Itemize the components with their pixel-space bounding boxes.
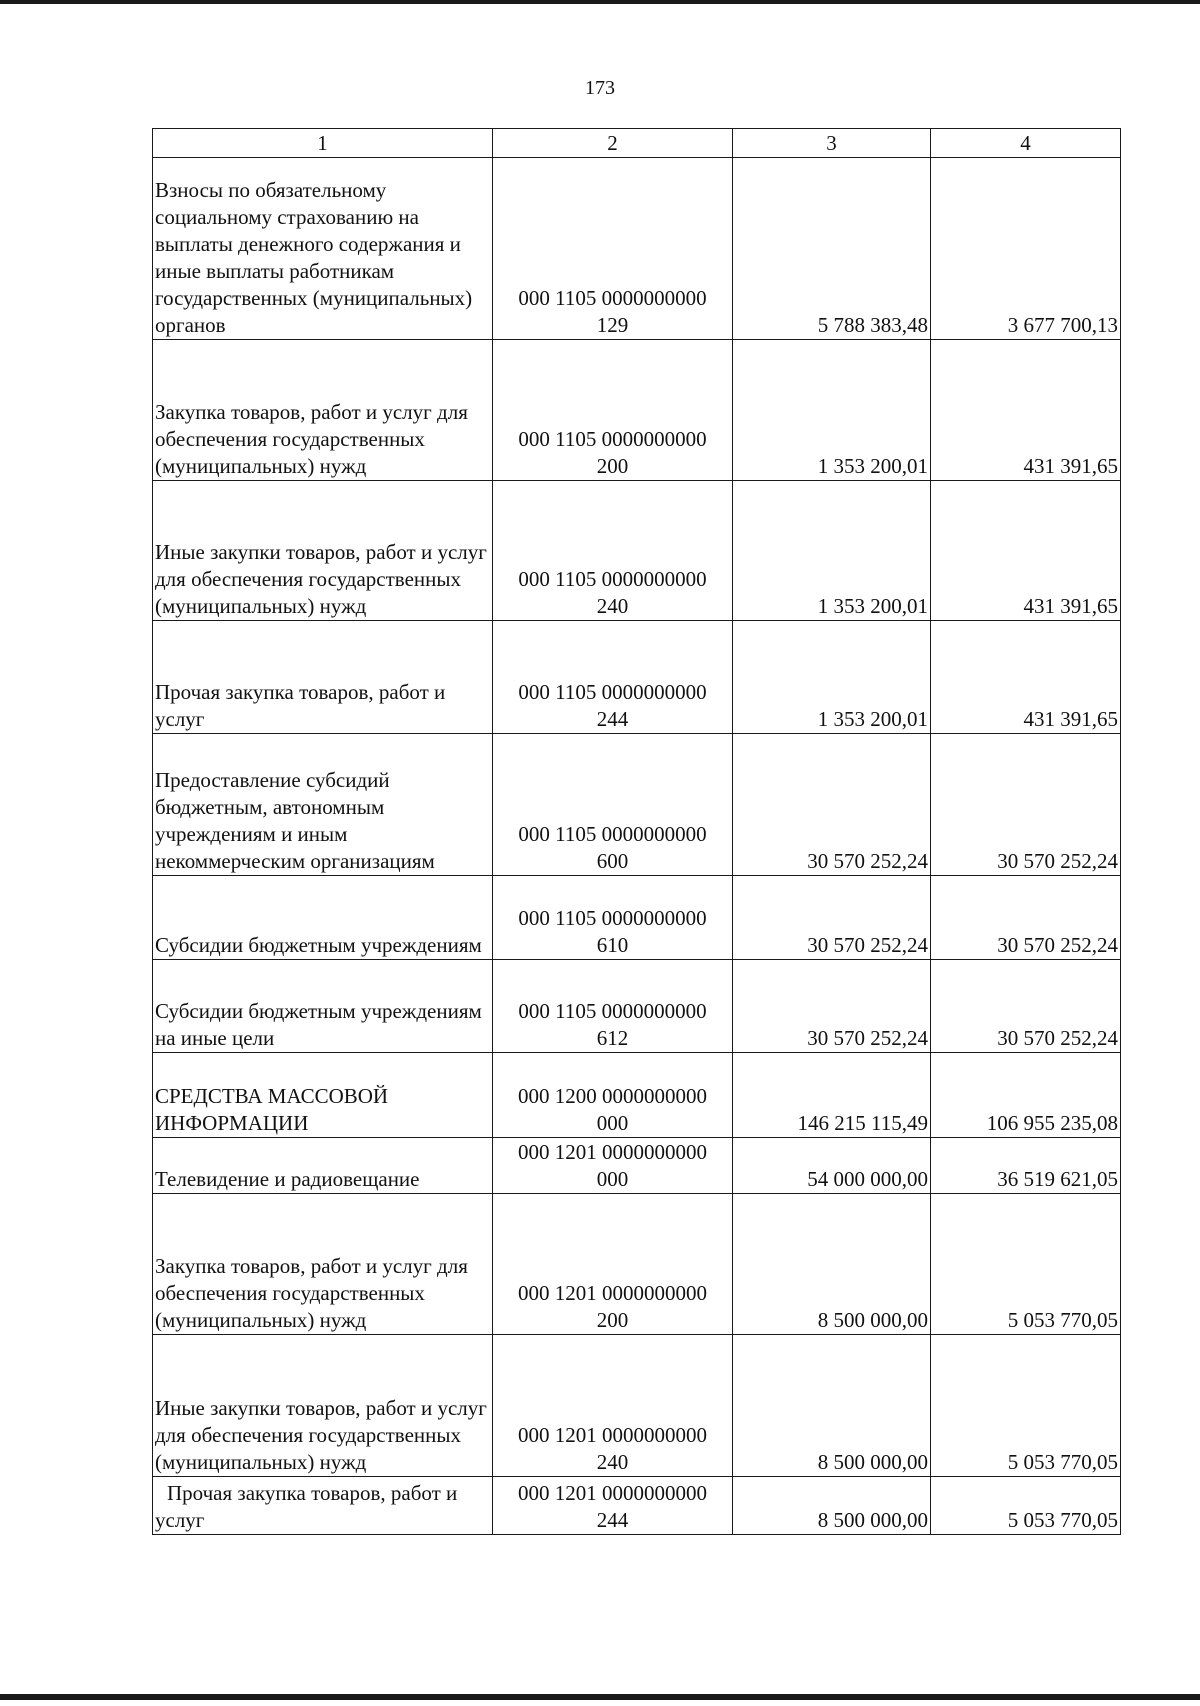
table-row — [153, 340, 1121, 481]
row-col3-value: 1 353 200,01 — [733, 621, 931, 734]
code-line-1: 000 1201 0000000000 — [518, 1423, 707, 1447]
row-col3-value: 1 353 200,01 — [733, 481, 931, 621]
row-col4-value: 3 677 700,13 — [931, 158, 1121, 340]
code-line-1: 000 1201 0000000000 — [518, 1481, 707, 1505]
table-row — [153, 1053, 1121, 1138]
row-col3-value: 1 353 200,01 — [733, 340, 931, 481]
row-col4-value: 431 391,65 — [931, 621, 1121, 734]
top-border-rule — [0, 0, 1200, 4]
code-line-2: 000 — [596, 1111, 629, 1135]
table-row — [153, 960, 1121, 1053]
row-col4-value: 5 053 770,05 — [931, 1194, 1121, 1335]
budget-table — [152, 128, 1121, 1535]
row-col4-value: 30 570 252,24 — [931, 734, 1121, 876]
row-col4-value: 36 519 621,05 — [931, 1138, 1121, 1194]
header-col-1: 1 — [153, 129, 493, 158]
row-col4-value: 30 570 252,24 — [931, 876, 1121, 960]
row-name: Субсидии бюджетным учреждениям — [153, 876, 493, 960]
header-row — [153, 129, 1121, 158]
code-line-2: 600 — [596, 849, 629, 873]
code-line-1: 000 1105 0000000000 — [518, 427, 707, 451]
code-line-2: 240 — [596, 594, 629, 618]
table-body — [153, 158, 1121, 1535]
table-row — [153, 734, 1121, 876]
row-name: СРЕДСТВА МАССОВОЙ ИНФОРМАЦИИ — [153, 1053, 493, 1138]
header-col-4: 4 — [931, 129, 1121, 158]
row-col3-value: 30 570 252,24 — [733, 960, 931, 1053]
code-line-1: 000 1105 0000000000 — [518, 906, 707, 930]
row-col4-value: 5 053 770,05 — [931, 1335, 1121, 1477]
row-col3-value: 8 500 000,00 — [733, 1477, 931, 1535]
row-name: Прочая закупка товаров, работ и услуг — [153, 1477, 493, 1535]
table-row — [153, 1335, 1121, 1477]
row-col3-value: 30 570 252,24 — [733, 876, 931, 960]
row-col3-value: 8 500 000,00 — [733, 1335, 931, 1477]
code-line-2: 612 — [596, 1026, 629, 1050]
code-line-2: 610 — [596, 933, 629, 957]
code-line-2: 200 — [596, 454, 629, 478]
code-line-1: 000 1105 0000000000 — [518, 567, 707, 591]
bottom-border-rule — [0, 1694, 1200, 1700]
row-col3-value: 8 500 000,00 — [733, 1194, 931, 1335]
row-code — [493, 876, 733, 960]
code-line-2: 129 — [596, 313, 629, 337]
table-header — [153, 129, 1121, 158]
table-row — [153, 621, 1121, 734]
row-name: Телевидение и радиовещание — [153, 1138, 493, 1194]
row-code — [493, 1053, 733, 1138]
row-col4-value: 30 570 252,24 — [931, 960, 1121, 1053]
table-row — [153, 1477, 1121, 1535]
row-code — [493, 158, 733, 340]
header-col-2: 2 — [493, 129, 733, 158]
code-line-2: 000 — [596, 1167, 629, 1191]
row-name: Закупка товаров, работ и услуг для обеспечения государственных (муниципальных) нужд — [153, 340, 493, 481]
row-name: Иные закупки товаров, работ и услуг для обеспечения государственных (муниципальных) нужд — [153, 481, 493, 621]
row-code — [493, 734, 733, 876]
code-line-2: 200 — [596, 1308, 629, 1332]
row-code — [493, 1477, 733, 1535]
table-row — [153, 1138, 1121, 1194]
row-col4-value: 431 391,65 — [931, 340, 1121, 481]
row-code — [493, 1138, 733, 1194]
row-col4-value: 5 053 770,05 — [931, 1477, 1121, 1535]
row-name: Взносы по обязательному социальному страхованию на выплаты денежного содержания и иные выплаты работникам государственных (муниципальных) органов — [153, 158, 493, 340]
page-number: 173 — [585, 77, 615, 99]
code-line-2: 244 — [596, 1508, 629, 1532]
row-name: Иные закупки товаров, работ и услуг для обеспечения государственных (муниципальных) нужд — [153, 1335, 493, 1477]
row-name: Предоставление субсидий бюджетным, автономным учреждениям и иным некоммерческим организациям — [153, 734, 493, 876]
row-code — [493, 481, 733, 621]
code-line-1: 000 1201 0000000000 — [518, 1281, 707, 1305]
code-line-2: 244 — [596, 707, 629, 731]
code-line-2: 240 — [596, 1450, 629, 1474]
row-col4-value: 106 955 235,08 — [931, 1053, 1121, 1138]
table-row — [153, 1194, 1121, 1335]
row-code — [493, 621, 733, 734]
row-name: Закупка товаров, работ и услуг для обеспечения государственных (муниципальных) нужд — [153, 1194, 493, 1335]
row-code — [493, 1194, 733, 1335]
header-col-3: 3 — [733, 129, 931, 158]
row-name: Субсидии бюджетным учреждениям на иные цели — [153, 960, 493, 1053]
table-row — [153, 158, 1121, 340]
table-row — [153, 481, 1121, 621]
code-line-1: 000 1201 0000000000 — [518, 1140, 707, 1164]
code-line-1: 000 1105 0000000000 — [518, 286, 707, 310]
row-code — [493, 960, 733, 1053]
row-col3-value: 5 788 383,48 — [733, 158, 931, 340]
table-row — [153, 876, 1121, 960]
row-col3-value: 146 215 115,49 — [733, 1053, 931, 1138]
code-line-1: 000 1105 0000000000 — [518, 680, 707, 704]
row-code — [493, 340, 733, 481]
row-col3-value: 30 570 252,24 — [733, 734, 931, 876]
code-line-1: 000 1105 0000000000 — [518, 999, 707, 1023]
code-line-1: 000 1200 0000000000 — [518, 1084, 707, 1108]
code-line-1: 000 1105 0000000000 — [518, 822, 707, 846]
row-name: Прочая закупка товаров, работ и услуг — [153, 621, 493, 734]
row-col3-value: 54 000 000,00 — [733, 1138, 931, 1194]
row-code — [493, 1335, 733, 1477]
row-col4-value: 431 391,65 — [931, 481, 1121, 621]
